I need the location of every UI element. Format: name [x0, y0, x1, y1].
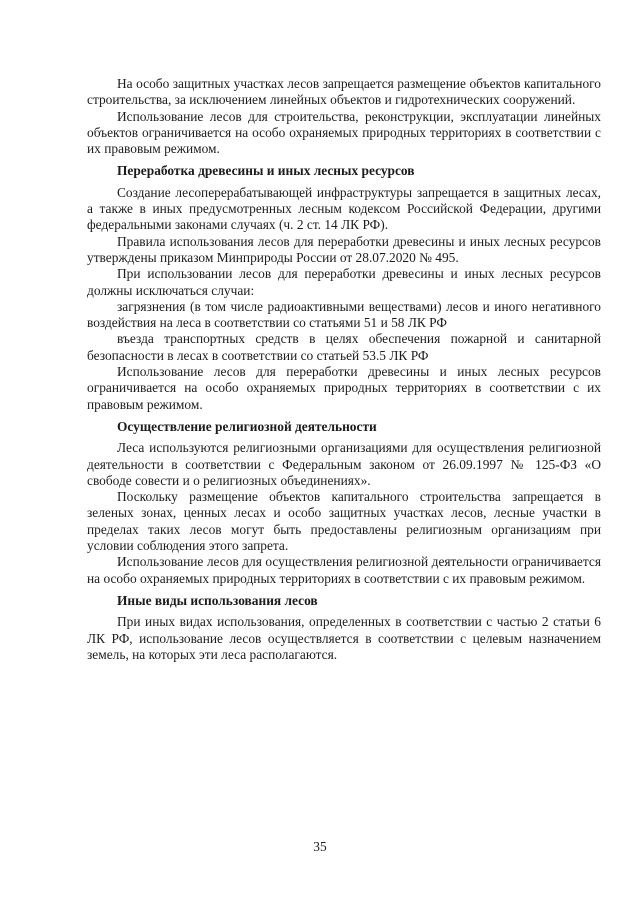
paragraph: Использование лесов для переработки древесины и иных лесных ресурсов ограничивается на особо охраняемых природных территориях в соответствии с их правовым режимом. — [87, 364, 601, 412]
paragraph: загрязнения (в том числе радиоактивными веществами) лесов и иного негативного воздействия на леса в соответствии со статьями 51 и 58 ЛК РФ — [87, 298, 601, 331]
paragraph: На особо защитных участках лесов запрещается размещение объектов капитального строительства, за исключением линейных объектов и гидротехнических сооружений. — [87, 76, 601, 108]
paragraph: При использовании лесов для переработки древесины и иных лесных ресурсов должны исключаться случаи: — [87, 266, 601, 298]
paragraph: Использование лесов для осуществления религиозной деятельности ограничивается на особо охраняемых природных территориях в соответствии с их правовым режимом. — [87, 554, 601, 586]
section-heading: Переработка древесины и иных лесных ресурсов — [117, 163, 415, 179]
paragraph: Леса используются религиозными организациями для осуществления религиозной деятельности в соответствии с Федеральным законом от 26.09.1997 № 125-ФЗ «О свободе совести и о религиозных объединениях». — [87, 440, 601, 488]
document-body — [87, 76, 601, 663]
paragraph: Правила использования лесов для переработки древесины и иных лесных ресурсов утверждены приказом Минприроды России от 28.07.2020 № 495. — [87, 233, 601, 265]
page-number: 35 — [313, 839, 327, 854]
section-heading: Осуществление религиозной деятельности — [117, 418, 377, 434]
paragraph: Поскольку размещение объектов капитального строительства запрещается в зеленых зонах, ценных лесах и особо защитных участках лесов, лесные участки в пределах таких лесов могут быть предоставлены религиозным организациям при условии соблюдения этого запрета. — [87, 489, 601, 554]
paragraph: Использование лесов для строительства, реконструкции, эксплуатации линейных объектов ограничивается на особо охраняемых природных территориях в соответствии с их правовым режимом. — [87, 108, 601, 157]
paragraph: При иных видах использования, определенных в соответствии с частью 2 статьи 6 ЛК РФ, использование лесов осуществляется в соответствии с целевым назначением земель, на которых эти леса располагаются. — [87, 614, 601, 662]
section-heading: Иные виды использования лесов — [117, 592, 318, 608]
paragraph: въезда транспортных средств в целях обеспечения пожарной и санитарной безопасности в лесах в соответствии со статьей 53.5 ЛК РФ — [87, 331, 601, 363]
paragraph: Создание лесоперерабатывающей инфраструктуры запрещается в защитных лесах, а также в иных предусмотренных лесным кодексом Российской Федерации, другими федеральными законами случаях (ч. 2 ст. 14 ЛК РФ). — [87, 184, 601, 233]
